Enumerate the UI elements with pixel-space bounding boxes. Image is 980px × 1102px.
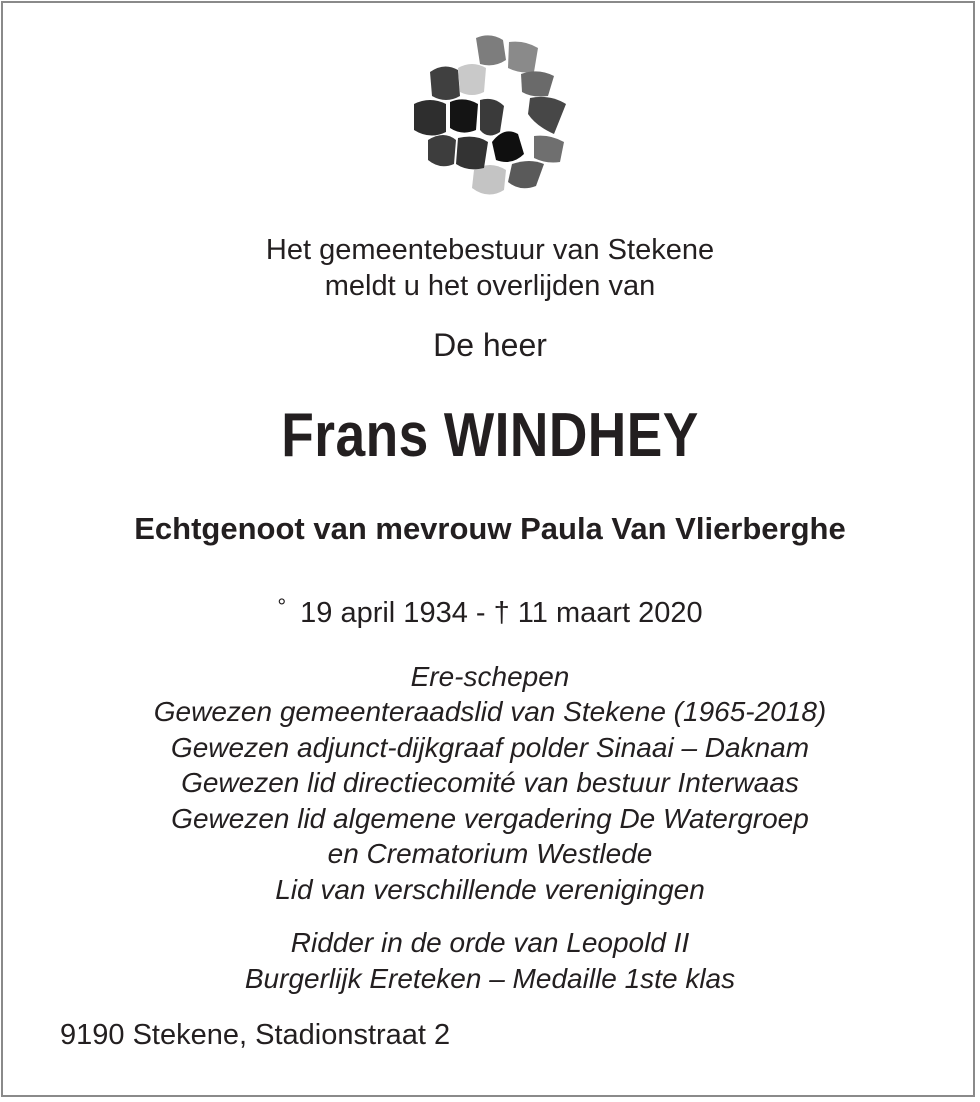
function-line: Gewezen lid directiecomité van bestuur Interwaas	[181, 767, 799, 798]
logo-stone	[428, 135, 456, 166]
function-line: Lid van verschillende verenigingen	[275, 874, 705, 905]
logo-stone	[430, 66, 460, 100]
logo-stone	[476, 35, 506, 65]
function-line: Ere-schepen	[410, 661, 570, 692]
birth-symbol: °	[277, 594, 287, 619]
logo-stone	[521, 71, 554, 96]
date-range: 19 april 1934 - † 11 maart 2020	[300, 597, 703, 629]
logo-stone	[534, 136, 564, 163]
logo-stone	[480, 99, 504, 136]
intro-line-1: Het gemeentebestuur van Stekene	[265, 234, 715, 266]
logo-stone	[456, 137, 488, 170]
function-line: en Crematorium Westlede	[327, 838, 653, 869]
function-line: Gewezen adjunct-dijkgraaf polder Sinaai – Daknam	[170, 732, 810, 763]
logo-stone	[472, 165, 506, 195]
logo-stone	[458, 64, 486, 95]
life-dates	[0, 588, 980, 632]
function-line: Gewezen lid algemene vergadering De Watergroep	[171, 803, 809, 834]
logo-stone	[508, 161, 544, 188]
logo-stone	[450, 99, 478, 132]
deceased-name: Frans WINDHEY	[281, 401, 699, 470]
municipality-logo-icon	[400, 30, 580, 202]
logo-stone	[414, 100, 446, 136]
logo-stone	[508, 42, 538, 73]
logo-stone	[492, 131, 524, 162]
address: 9190 Stekene, Stadionstraat 2	[60, 1019, 451, 1051]
intro-line-2: meldt u het overlijden van	[324, 270, 656, 302]
honour-line: Ridder in de orde van Leopold II	[290, 927, 690, 958]
salutation: De heer	[433, 327, 547, 363]
spouse-line: Echtgenoot van mevrouw Paula Van Vlierberghe	[134, 511, 846, 546]
function-line: Gewezen gemeenteraadslid van Stekene (1965-2018)	[153, 696, 827, 727]
logo-stone	[528, 97, 566, 134]
honour-line: Burgerlijk Ereteken – Medaille 1ste klas	[244, 963, 736, 994]
